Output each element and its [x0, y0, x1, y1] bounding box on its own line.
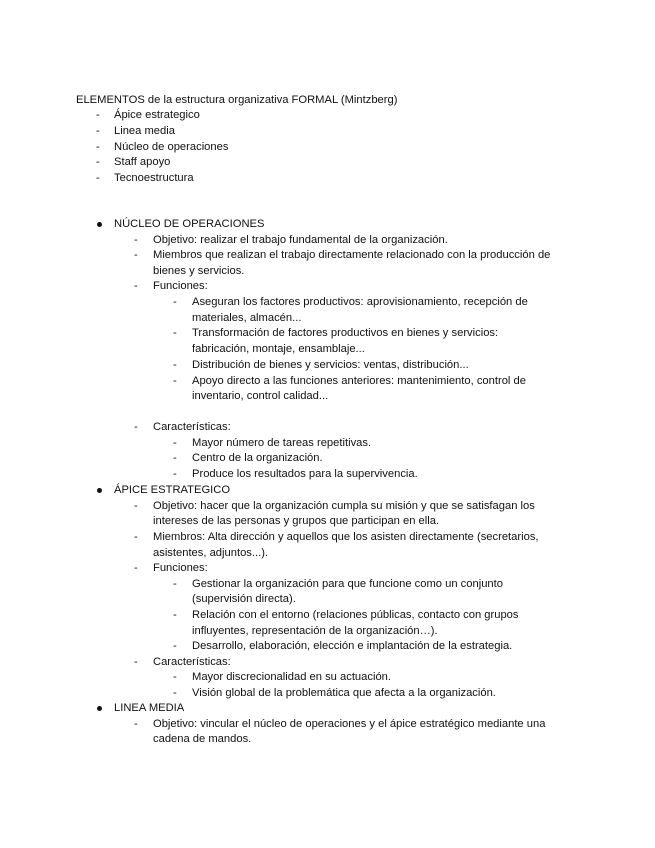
dash-marker: - — [134, 280, 138, 292]
apice-objetivo-cont: intereses de las personas y grupos que participan en ella. — [153, 515, 440, 527]
dash-marker: - — [134, 234, 138, 246]
dash-marker: - — [134, 249, 138, 261]
nucleo-caracteristica-1: Mayor número de tareas repetitivas. — [192, 437, 372, 449]
dash-marker: - — [96, 141, 100, 153]
apice-funcion-2: Relación con el entorno (relaciones públicas, contacto con grupos — [192, 609, 519, 621]
apice-funcion-1-cont: (supervisión directa). — [192, 593, 296, 605]
dash-marker: - — [173, 468, 177, 480]
nucleo-objetivo: Objetivo: realizar el trabajo fundamental de la organización. — [153, 234, 448, 246]
apice-funcion-1: Gestionar la organización para que funcione como un conjunto — [192, 578, 503, 590]
bullet-icon — [97, 488, 102, 493]
dash-marker: - — [173, 452, 177, 464]
nucleo-caracteristica-2: Centro de la organización. — [192, 452, 323, 464]
apice-funcion-2-cont: influyentes, representación de la organización…). — [192, 625, 438, 637]
dash-marker: - — [173, 609, 177, 621]
nucleo-caracteristicas: Características: — [153, 421, 231, 433]
intro-item-nucleo: Núcleo de operaciones — [114, 141, 229, 153]
section-heading-nucleo: NÚCLEO DE OPERACIONES — [114, 218, 265, 230]
nucleo-funcion-1: Aseguran los factores productivos: aprovisionamiento, recepción de — [192, 296, 528, 308]
dash-marker: - — [134, 656, 138, 668]
bullet-icon — [97, 222, 102, 227]
apice-funciones: Funciones: — [153, 562, 208, 574]
intro-item-apice: Ápice estrategico — [114, 109, 200, 121]
nucleo-funcion-2: Transformación de factores productivos en bienes y servicios: — [192, 327, 499, 339]
dash-marker: - — [173, 296, 177, 308]
nucleo-funcion-2-cont: fabricación, montaje, ensamblaje... — [192, 343, 365, 355]
dash-marker: - — [173, 437, 177, 449]
apice-miembros: Miembros: Alta dirección y aquellos que los asisten directamente (secretarios, — [153, 531, 539, 543]
nucleo-caracteristica-3: Produce los resultados para la supervivencia. — [192, 468, 418, 480]
document-title: ELEMENTOS de la estructura organizativa FORMAL (Mintzberg) — [76, 94, 398, 106]
dash-marker: - — [134, 531, 138, 543]
apice-miembros-cont: asistentes, adjuntos...). — [153, 547, 269, 559]
intro-item-tecno: Tecnoestructura — [114, 172, 194, 184]
dash-marker: - — [96, 109, 100, 121]
intro-item-linea: Linea media — [114, 125, 175, 137]
dash-marker: - — [173, 359, 177, 371]
dash-marker: - — [134, 500, 138, 512]
nucleo-funcion-4-cont: inventario, control calidad... — [192, 390, 329, 402]
dash-marker: - — [96, 125, 100, 137]
dash-marker: - — [173, 671, 177, 683]
bullet-icon — [97, 706, 102, 711]
dash-marker: - — [173, 327, 177, 339]
dash-marker: - — [173, 687, 177, 699]
dash-marker: - — [96, 156, 100, 168]
section-heading-linea: LINEA MEDIA — [114, 702, 185, 714]
dash-marker: - — [134, 718, 138, 730]
section-heading-apice: ÁPICE ESTRATEGICO — [114, 484, 231, 496]
nucleo-miembros-cont: bienes y servicios. — [153, 265, 245, 277]
apice-caracteristicas: Características: — [153, 656, 231, 668]
dash-marker: - — [134, 562, 138, 574]
nucleo-funcion-4: Apoyo directo a las funciones anteriores: mantenimiento, control de — [192, 375, 526, 387]
linea-objetivo-cont: cadena de mandos. — [153, 733, 252, 745]
dash-marker: - — [173, 640, 177, 652]
apice-caracteristica-2: Visión global de la problemática que afecta a la organización. — [192, 687, 496, 699]
nucleo-miembros: Miembros que realizan el trabajo directamente relacionado con la producción de — [153, 249, 551, 261]
dash-marker: - — [173, 375, 177, 387]
apice-funcion-3: Desarrollo, elaboración, elección e implantación de la estrategia. — [192, 640, 513, 652]
dash-marker: - — [134, 421, 138, 433]
intro-item-staff: Staff apoyo — [114, 156, 171, 168]
apice-objetivo: Objetivo: hacer que la organización cumpla su misión y que se satisfagan los — [153, 500, 535, 512]
nucleo-funcion-1-cont: materiales, almacén... — [192, 312, 302, 324]
nucleo-funciones: Funciones: — [153, 280, 208, 292]
linea-objetivo: Objetivo: vincular el núcleo de operaciones y el ápice estratégico mediante una — [153, 718, 546, 730]
dash-marker: - — [96, 172, 100, 184]
apice-caracteristica-1: Mayor discrecionalidad en su actuación. — [192, 671, 391, 683]
nucleo-funcion-3: Distribución de bienes y servicios: ventas, distribución... — [192, 359, 469, 371]
dash-marker: - — [173, 578, 177, 590]
